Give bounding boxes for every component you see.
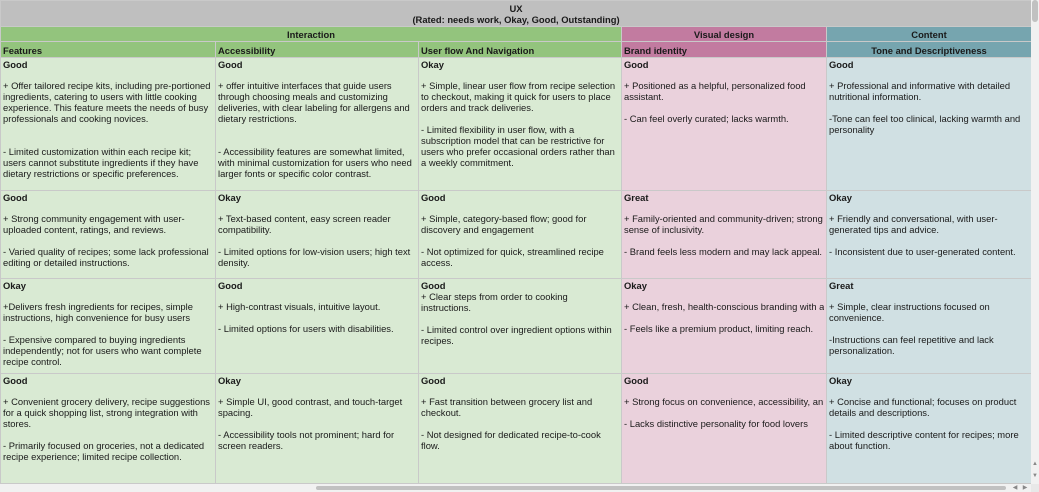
rating-label: Good: [218, 280, 243, 291]
vertical-scrollbar[interactable]: [1031, 0, 1039, 484]
pro-text: + Simple, category-based flow; good for discovery and engagement: [421, 213, 587, 235]
rating-label: Great: [829, 280, 854, 291]
con-text: - Brand feels less modern and may lack appeal.: [624, 246, 823, 257]
scrollbar-corner: [1031, 484, 1039, 492]
rating-label: Okay: [624, 280, 647, 291]
con-text: - Limited control over ingredient options within recipes.: [421, 324, 612, 346]
pro-text: +Delivers fresh ingredients for recipes, simple instructions, high convenience for busy users: [3, 301, 193, 323]
table-title-cell[interactable]: [1, 1, 1032, 27]
con-text: - Limited options for users with disabilities.: [218, 323, 394, 334]
pro-text: + Professional and informative with detailed nutritional information.: [829, 80, 1011, 102]
rating-label: Good: [3, 375, 28, 386]
con-text: - Accessibility tools not prominent; hard for screen readers.: [218, 429, 395, 451]
con-text: - Limited options for low-vision users; high text density.: [218, 246, 411, 268]
rating-label: Okay: [218, 192, 241, 203]
con-text: - Can feel overly curated; lacks warmth.: [624, 113, 789, 124]
pro-text: + Concise and functional; focuses on product details and descriptions.: [829, 396, 1017, 418]
table-cell-user-flow[interactable]: [419, 374, 622, 484]
con-text: - Limited customization within each recipe kit; users cannot substitute ingredients if they have dietary restrictions or specific preferences.: [3, 146, 199, 179]
table-cell-brand-identity[interactable]: [622, 191, 827, 279]
pro-text: + offer intuitive interfaces that guide users through choosing meals and customizing deliveries, with clear labeling for allergens and dietary restrictions.: [218, 80, 410, 124]
table-cell-accessibility[interactable]: [216, 58, 419, 191]
horizontal-scroll-thumb[interactable]: [316, 486, 1006, 490]
con-text: -Tone can feel too clinical, lacking warmth and personality: [829, 113, 1021, 135]
pro-text: + Friendly and conversational, with user-generated tips and advice.: [829, 213, 998, 235]
group-header-visual-design[interactable]: Visual design: [622, 27, 827, 42]
pro-text: + Positioned as a helpful, personalized food assistant.: [624, 80, 806, 102]
table-cell-brand-identity[interactable]: [622, 374, 827, 484]
table-cell-accessibility[interactable]: [216, 374, 419, 484]
rating-label: Okay: [829, 375, 852, 386]
table-cell-accessibility[interactable]: [216, 279, 419, 374]
rating-label: Good: [624, 59, 649, 70]
table-title: UX: [509, 3, 523, 14]
table-cell-brand-identity[interactable]: [622, 279, 827, 374]
table-cell-user-flow[interactable]: [419, 279, 622, 374]
pro-text: + Fast transition between grocery list and checkout.: [421, 396, 593, 418]
con-text: - Accessibility features are somewhat limited, with minimal customization for users who need larger fonts or specific color contrast.: [218, 146, 412, 179]
con-text: - Inconsistent due to user-generated content.: [829, 246, 1016, 257]
column-header-user-flow[interactable]: User flow And Navigation: [419, 42, 622, 58]
con-text: - Limited descriptive content for recipes; more about function.: [829, 429, 1019, 451]
table-subtitle: (Rated: needs work, Okay, Good, Outstanding): [412, 14, 620, 25]
table-row: [1, 374, 1032, 484]
table-cell-features[interactable]: [1, 58, 216, 191]
rating-label: Good: [3, 59, 28, 70]
group-header-interaction[interactable]: Interaction: [1, 27, 622, 42]
table-cell-tone[interactable]: [827, 58, 1032, 191]
rating-label: Good: [421, 192, 446, 203]
table-cell-tone[interactable]: [827, 191, 1032, 279]
con-text: - Primarily focused on groceries, not a dedicated recipe experience; limited recipe collection.: [3, 440, 205, 462]
con-text: - Not optimized for quick, streamlined recipe access.: [421, 246, 604, 268]
rating-label: Good: [421, 280, 446, 291]
table-cell-brand-identity[interactable]: [622, 58, 827, 191]
con-text: - Varied quality of recipes; some lack professional editing or detailed instructions.: [3, 246, 209, 268]
table-cell-tone[interactable]: [827, 279, 1032, 374]
rating-label: Good: [218, 59, 243, 70]
rating-label: Good: [624, 375, 649, 386]
table-row: [1, 58, 1032, 191]
column-header-features[interactable]: Features: [1, 42, 216, 58]
rating-label: Good: [829, 59, 854, 70]
title-row: [1, 1, 1032, 27]
pro-text: + Family-oriented and community-driven; strong sense of inclusivity.: [624, 213, 823, 235]
rating-label: Okay: [3, 280, 26, 291]
chevron-left-icon[interactable]: ◀: [1012, 485, 1018, 491]
con-text: - Feels like a premium product, limiting reach.: [624, 323, 814, 334]
rating-label: Great: [624, 192, 649, 203]
rating-label: Good: [3, 192, 28, 203]
pro-text: + Strong focus on convenience, accessibility, an: [624, 396, 824, 407]
column-header-row: [1, 42, 1032, 58]
column-header-brand-identity[interactable]: Brand identity: [622, 42, 827, 58]
table-cell-user-flow[interactable]: [419, 58, 622, 191]
vertical-scroll-thumb[interactable]: [1032, 0, 1038, 22]
pro-text: + High-contrast visuals, intuitive layout.: [218, 301, 381, 312]
horizontal-scrollbar[interactable]: [0, 484, 1031, 492]
table-cell-features[interactable]: [1, 374, 216, 484]
pro-text: + Convenient grocery delivery, recipe suggestions for a quick shopping list, strong integration with stores.: [3, 396, 210, 429]
chevron-up-icon[interactable]: ▲: [1032, 461, 1038, 467]
column-header-accessibility[interactable]: Accessibility: [216, 42, 419, 58]
con-text: -Instructions can feel repetitive and lack personalization.: [829, 334, 994, 356]
table-cell-user-flow[interactable]: [419, 191, 622, 279]
con-text: - Not designed for dedicated recipe-to-cook flow.: [421, 429, 601, 451]
con-text: - Limited flexibility in user flow, with a subscription model that can be restrictive for users who prefer occasional orders rather than a weekly commitment.: [421, 124, 615, 168]
pro-text: + Simple, linear user flow from recipe selection to checkout, making it quick for users to place orders and track deliveries.: [421, 80, 616, 113]
pro-text: + Clear steps from order to cooking instructions.: [421, 291, 568, 313]
chevron-right-icon[interactable]: ▶: [1022, 485, 1028, 491]
table-cell-accessibility[interactable]: [216, 191, 419, 279]
rating-label: Okay: [829, 192, 852, 203]
group-header-row: [1, 27, 1032, 42]
con-text: - Lacks distinctive personality for food lovers: [624, 418, 808, 429]
table-cell-features[interactable]: [1, 279, 216, 374]
table-row: [1, 191, 1032, 279]
pro-text: + Strong community engagement with user-uploaded content, ratings, and reviews.: [3, 213, 185, 235]
rating-label: Good: [421, 375, 446, 386]
pro-text: + Simple UI, good contrast, and touch-target spacing.: [218, 396, 403, 418]
rating-label: Okay: [421, 59, 444, 70]
chevron-down-icon[interactable]: ▼: [1032, 473, 1038, 479]
pro-text: + Clean, fresh, health-conscious branding with a: [624, 301, 824, 312]
table-cell-features[interactable]: [1, 191, 216, 279]
con-text: - Expensive compared to buying ingredients independently; not for users who want complete recipe control.: [3, 334, 202, 367]
column-header-tone[interactable]: Tone and Descriptiveness: [827, 42, 1032, 58]
group-header-content[interactable]: Content: [827, 27, 1032, 42]
pro-text: + Text-based content, easy screen reader compatibility.: [218, 213, 391, 235]
table-row: [1, 279, 1032, 374]
pro-text: + Offer tailored recipe kits, including pre-portioned ingredients, catering to users with little cooking experience. This feature meets the needs of busy professionals and cooking novices.: [3, 80, 211, 124]
pro-text: + Simple, clear instructions focused on convenience.: [829, 301, 990, 323]
rating-label: Okay: [218, 375, 241, 386]
table-cell-tone[interactable]: [827, 374, 1032, 484]
